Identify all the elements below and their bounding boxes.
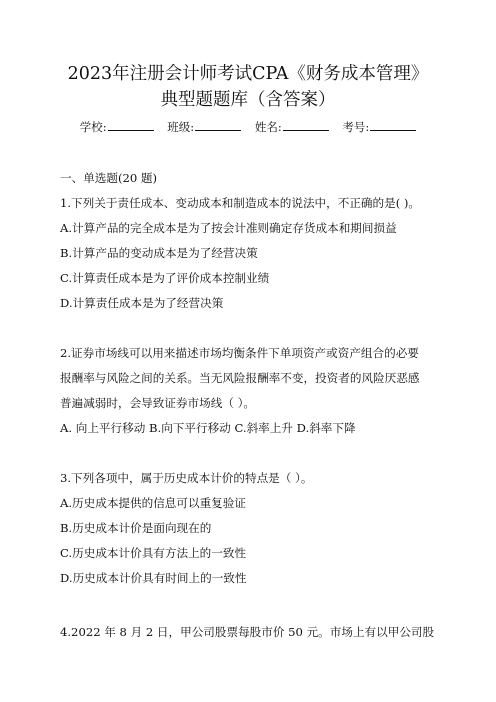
question-3-option-b: B.历史成本计价是面向现在的 [60, 521, 212, 535]
number-blank [370, 119, 416, 131]
question-2-options: A. 向上平行移动 B.向下平行移动 C.斜率上升 D.斜率下降 [60, 421, 356, 435]
question-1-option-c: C.计算责任成本是为了评价成本控制业绩 [60, 271, 270, 285]
document-title-line2: 典型题题库（含答案） [160, 90, 336, 110]
section-heading: 一、单选题(20 题) [60, 171, 158, 185]
question-3-option-d: D.历史成本计价具有时间上的一致性 [60, 571, 247, 585]
name-blank [283, 119, 329, 131]
question-1-stem: 1.下列关于责任成本、变动成本和制造成本的说法中，不正确的是( )。 [60, 196, 421, 210]
question-2-stem-line1: 2.证券市场线可以用来描述市场均衡条件下单项资产或资产组合的必要 [60, 346, 419, 360]
number-label: 考号: [342, 120, 370, 134]
question-1-option-a: A.计算产品的完全成本是为了按会计准则确定存货成本和期间损益 [60, 221, 397, 235]
question-3-option-a: A.历史成本提供的信息可以重复验证 [60, 496, 246, 510]
school-blank [108, 119, 154, 131]
student-info-row [0, 119, 496, 135]
class-blank [195, 119, 241, 131]
question-1-option-d: D.计算责任成本是为了经营决策 [60, 296, 224, 310]
question-1-option-b: B.计算产品的变动成本是为了经营决策 [60, 246, 258, 260]
class-label: 班级: [167, 120, 195, 134]
name-label: 姓名: [254, 120, 282, 134]
document-title-line1: 2023年注册会计师考试CPA《财务成本管理》 [67, 64, 429, 84]
school-label: 学校: [79, 120, 107, 134]
question-4-stem-line1: 4.2022 年 8 月 2 日，甲公司股票每股市价 50 元。市场上有以甲公司股 [60, 625, 435, 639]
question-2-stem-line3: 普遍减弱时，会导致证券市场线（ ）。 [60, 396, 255, 410]
question-3-stem: 3.下列各项中，属于历史成本计价的特点是（ ）。 [60, 471, 313, 485]
question-3-option-c: C.历史成本计价具有方法上的一致性 [60, 546, 247, 560]
question-2-stem-line2: 报酬率与风险之间的关系。当无风险报酬率不变，投资者的风险厌恶感 [60, 371, 420, 385]
